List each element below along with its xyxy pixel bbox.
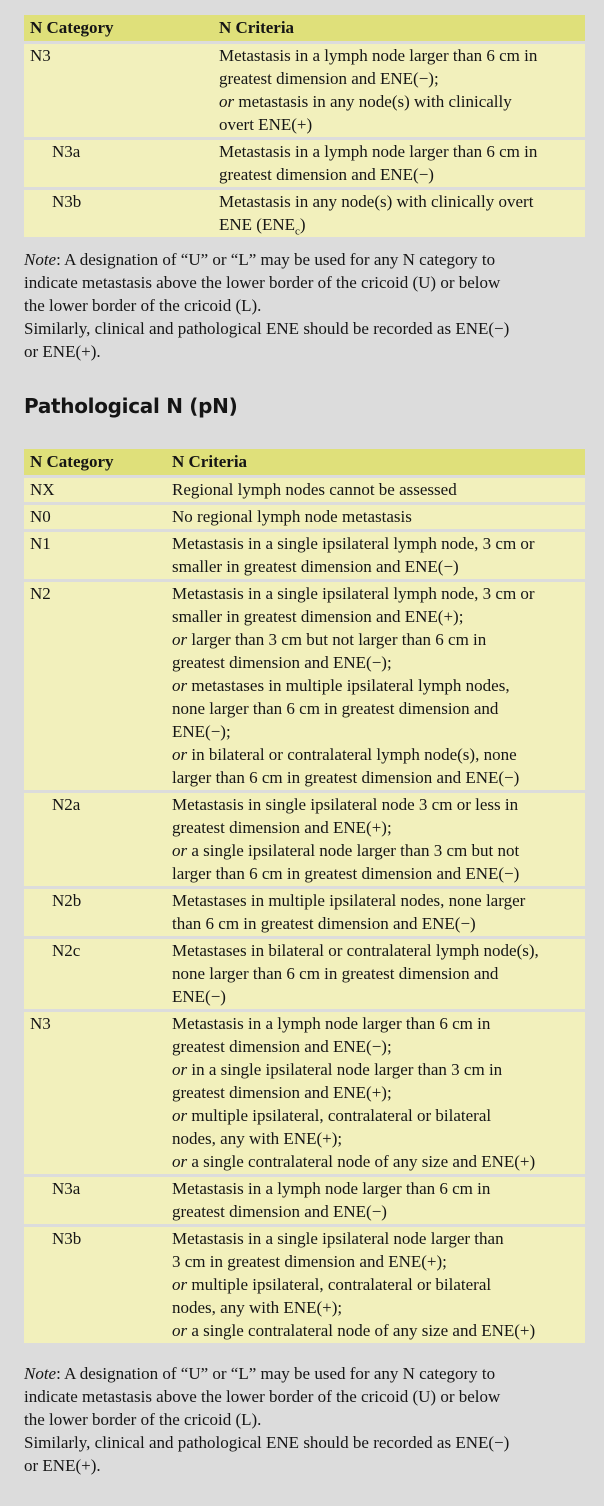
or-keyword: or xyxy=(172,676,188,695)
note-line xyxy=(24,1385,592,1408)
criteria-text: greatest dimension and ENE(−); xyxy=(172,1037,392,1056)
table-row xyxy=(24,889,585,936)
criteria-line xyxy=(172,862,581,885)
criteria-text: none larger than 6 cm in greatest dimension and xyxy=(172,699,499,718)
criteria-text: smaller in greatest dimension and ENE(+); xyxy=(172,607,464,626)
criteria-line xyxy=(172,605,581,628)
criteria-text: overt ENE(+) xyxy=(219,115,313,134)
note-line xyxy=(24,1454,592,1477)
criteria-line xyxy=(172,962,581,985)
criteria-text: a single contralateral node of any size and ENE(+) xyxy=(187,1321,536,1340)
or-keyword: or xyxy=(172,630,188,649)
criteria-line xyxy=(172,1012,581,1035)
note-line xyxy=(24,1408,592,1431)
criteria-line xyxy=(219,213,581,236)
table-row xyxy=(24,478,585,502)
or-keyword: or xyxy=(172,841,188,860)
note-line xyxy=(24,1431,592,1454)
pathological-n-table xyxy=(24,446,585,1346)
criteria-line xyxy=(172,478,581,501)
n-criteria-cell xyxy=(166,505,585,529)
n-criteria-cell xyxy=(213,190,585,237)
criteria-line xyxy=(219,90,581,113)
criteria-text: ENE(−) xyxy=(172,987,226,1006)
header-row xyxy=(24,449,585,475)
criteria-line xyxy=(172,1058,581,1081)
criteria-text: in bilateral or contralateral lymph node(s), none xyxy=(187,745,517,764)
criteria-line xyxy=(172,939,581,962)
header-row xyxy=(24,15,585,41)
criteria-text: 3 cm in greatest dimension and ENE(+); xyxy=(172,1252,447,1271)
table-row xyxy=(24,793,585,886)
table-row xyxy=(24,582,585,790)
criteria-text: than 6 cm in greatest dimension and ENE(−) xyxy=(172,914,476,933)
criteria-text: Metastasis in single ipsilateral node 3 cm or less in xyxy=(172,795,519,814)
criteria-line xyxy=(219,44,581,67)
n-category-cell: N2a xyxy=(24,793,166,886)
clinical-n-table xyxy=(24,12,585,240)
criteria-text: larger than 6 cm in greatest dimension and ENE(−) xyxy=(172,768,520,787)
criteria-text: larger than 6 cm in greatest dimension and ENE(−) xyxy=(172,864,520,883)
criteria-text: ENE (ENE xyxy=(219,215,296,234)
note-label: Note xyxy=(24,250,57,269)
n-criteria-cell xyxy=(166,1227,585,1343)
note-text: or ENE(+). xyxy=(24,342,101,361)
criteria-line xyxy=(172,889,581,912)
note-label: Note xyxy=(24,1364,57,1383)
note-text: Similarly, clinical and pathological ENE should be recorded as ENE(−) xyxy=(24,1433,510,1452)
note-pathological xyxy=(24,1362,592,1477)
n-criteria-cell xyxy=(166,532,585,579)
n-criteria-cell xyxy=(213,44,585,137)
note-line xyxy=(24,340,592,363)
criteria-line xyxy=(172,532,581,555)
criteria-line xyxy=(172,505,581,528)
header-n-criteria: N Criteria xyxy=(166,449,585,475)
criteria-text: Metastasis in any node(s) with clinically overt xyxy=(219,192,534,211)
criteria-line xyxy=(172,628,581,651)
or-keyword: or xyxy=(219,92,235,111)
or-keyword: or xyxy=(172,1321,188,1340)
criteria-line xyxy=(172,839,581,862)
criteria-text: nodes, any with ENE(+); xyxy=(172,1129,343,1148)
or-keyword: or xyxy=(172,1152,188,1171)
n-category-cell: N3b xyxy=(24,190,213,237)
criteria-text: Metastasis in a lymph node larger than 6 cm in xyxy=(172,1179,491,1198)
or-keyword: or xyxy=(172,745,188,764)
criteria-line xyxy=(219,163,581,186)
criteria-line xyxy=(172,985,581,1008)
note-line xyxy=(24,271,592,294)
table-row xyxy=(24,1227,585,1343)
criteria-text: a single ipsilateral node larger than 3 cm but not xyxy=(187,841,520,860)
n-category-cell: N3a xyxy=(24,1177,166,1224)
criteria-line xyxy=(172,793,581,816)
n-criteria-cell xyxy=(166,889,585,936)
criteria-line xyxy=(172,582,581,605)
criteria-text: multiple ipsilateral, contralateral or bilateral xyxy=(187,1275,492,1294)
criteria-text: Metastasis in a lymph node larger than 6 cm in xyxy=(172,1014,491,1033)
criteria-text: Metastases in multiple ipsilateral nodes, none larger xyxy=(172,891,526,910)
criteria-line xyxy=(172,674,581,697)
criteria-text: greatest dimension and ENE(+); xyxy=(172,1083,392,1102)
table-row xyxy=(24,44,585,137)
criteria-text: smaller in greatest dimension and ENE(−) xyxy=(172,557,459,576)
n-category-cell: N2 xyxy=(24,582,166,790)
table-row xyxy=(24,532,585,579)
note-text: or ENE(+). xyxy=(24,1456,101,1475)
n-category-cell: NX xyxy=(24,478,166,502)
criteria-line xyxy=(172,766,581,789)
criteria-line xyxy=(172,1104,581,1127)
n-category-cell: N2b xyxy=(24,889,166,936)
n-criteria-cell xyxy=(166,1177,585,1224)
n-criteria-cell xyxy=(166,582,585,790)
or-keyword: or xyxy=(172,1106,188,1125)
criteria-text: multiple ipsilateral, contralateral or bilateral xyxy=(187,1106,492,1125)
criteria-line xyxy=(172,1177,581,1200)
header-n-category: N Category xyxy=(24,15,213,41)
criteria-line xyxy=(172,816,581,839)
criteria-line xyxy=(172,1250,581,1273)
criteria-text: greatest dimension and ENE(+); xyxy=(172,818,392,837)
n-category-cell: N3 xyxy=(24,1012,166,1174)
criteria-text: greatest dimension and ENE(−) xyxy=(172,1202,387,1221)
criteria-line xyxy=(172,1319,581,1342)
criteria-line xyxy=(172,1200,581,1223)
criteria-line xyxy=(172,1296,581,1319)
criteria-text: ENE(−); xyxy=(172,722,231,741)
or-keyword: or xyxy=(172,1275,188,1294)
criteria-line xyxy=(219,140,581,163)
criteria-line xyxy=(172,697,581,720)
or-keyword: or xyxy=(172,1060,188,1079)
criteria-text: Metastasis in a lymph node larger than 6 cm in xyxy=(219,46,538,65)
table-row xyxy=(24,505,585,529)
criteria-text: metastasis in any node(s) with clinically xyxy=(234,92,512,111)
criteria-text: Metastasis in a single ipsilateral lymph node, 3 cm or xyxy=(172,584,535,603)
criteria-line xyxy=(172,1273,581,1296)
criteria-text: greatest dimension and ENE(−); xyxy=(219,69,439,88)
criteria-text: Regional lymph nodes cannot be assessed xyxy=(172,480,457,499)
note-text: the lower border of the cricoid (L). xyxy=(24,296,262,315)
criteria-text: greatest dimension and ENE(−); xyxy=(172,653,392,672)
note-text: Similarly, clinical and pathological ENE should be recorded as ENE(−) xyxy=(24,319,510,338)
table-row xyxy=(24,140,585,187)
n-criteria-cell xyxy=(213,140,585,187)
note-line xyxy=(24,294,592,317)
criteria-text: Metastases in bilateral or contralateral lymph node(s), xyxy=(172,941,539,960)
criteria-line xyxy=(172,1127,581,1150)
criteria-text: larger than 3 cm but not larger than 6 cm in xyxy=(187,630,487,649)
criteria-text: Metastasis in a lymph node larger than 6 cm in xyxy=(219,142,538,161)
criteria-line xyxy=(219,190,581,213)
criteria-text: in a single ipsilateral node larger than 3 cm in xyxy=(187,1060,503,1079)
note-line xyxy=(24,317,592,340)
note-line xyxy=(24,1362,592,1385)
criteria-text: Metastasis in a single ipsilateral lymph node, 3 cm or xyxy=(172,534,535,553)
criteria-tail: ) xyxy=(299,215,306,234)
note-text: indicate metastasis above the lower border of the cricoid (U) or below xyxy=(24,1387,501,1406)
criteria-line xyxy=(172,1227,581,1250)
table-row xyxy=(24,939,585,1009)
note-line xyxy=(24,248,592,271)
header-n-category: N Category xyxy=(24,449,166,475)
note-clinical xyxy=(24,248,592,363)
table-row xyxy=(24,190,585,237)
n-category-cell: N1 xyxy=(24,532,166,579)
header-n-criteria: N Criteria xyxy=(213,15,585,41)
criteria-line xyxy=(172,1150,581,1173)
criteria-line xyxy=(219,67,581,90)
criteria-line xyxy=(172,555,581,578)
note-text: the lower border of the cricoid (L). xyxy=(24,1410,262,1429)
n-criteria-cell xyxy=(166,793,585,886)
criteria-line xyxy=(172,1081,581,1104)
criteria-text: none larger than 6 cm in greatest dimension and xyxy=(172,964,499,983)
section-title: Pathological N (pN) xyxy=(24,394,238,418)
n-category-cell: N2c xyxy=(24,939,166,1009)
criteria-text: a single contralateral node of any size and ENE(+) xyxy=(187,1152,536,1171)
n-criteria-cell xyxy=(166,939,585,1009)
n-criteria-cell xyxy=(166,1012,585,1174)
criteria-line xyxy=(172,720,581,743)
criteria-line xyxy=(219,113,581,136)
n-category-cell: N0 xyxy=(24,505,166,529)
criteria-line xyxy=(172,743,581,766)
criteria-line xyxy=(172,912,581,935)
criteria-line xyxy=(172,1035,581,1058)
n-category-cell: N3 xyxy=(24,44,213,137)
criteria-text: greatest dimension and ENE(−) xyxy=(219,165,434,184)
note-text: indicate metastasis above the lower border of the cricoid (U) or below xyxy=(24,273,501,292)
note-text: : A designation of “U” or “L” may be used for any N category to xyxy=(56,250,496,269)
n-criteria-cell xyxy=(166,478,585,502)
n-category-cell: N3a xyxy=(24,140,213,187)
criteria-text: No regional lymph node metastasis xyxy=(172,507,412,526)
criteria-text: Metastasis in a single ipsilateral node larger than xyxy=(172,1229,504,1248)
criteria-line xyxy=(172,651,581,674)
table-row xyxy=(24,1177,585,1224)
subscript: c xyxy=(295,225,300,238)
criteria-text: metastases in multiple ipsilateral lymph nodes, xyxy=(187,676,510,695)
table-row xyxy=(24,1012,585,1174)
criteria-text: nodes, any with ENE(+); xyxy=(172,1298,343,1317)
note-text: : A designation of “U” or “L” may be used for any N category to xyxy=(56,1364,496,1383)
n-category-cell: N3b xyxy=(24,1227,166,1343)
